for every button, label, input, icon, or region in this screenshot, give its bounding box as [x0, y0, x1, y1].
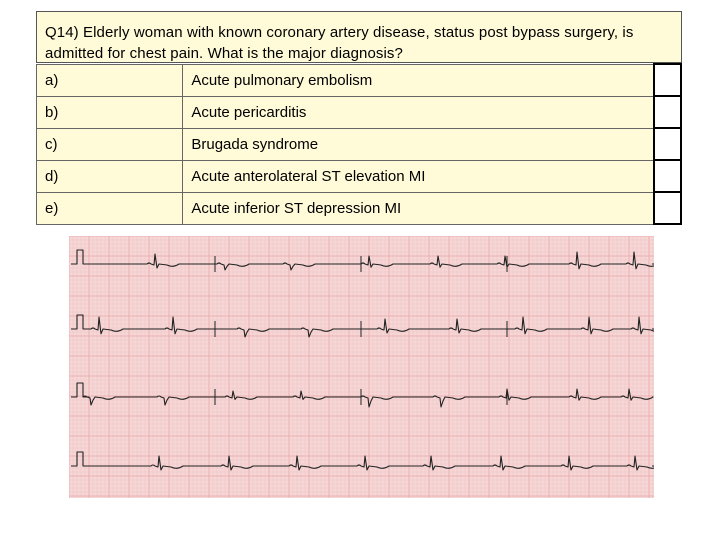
option-text: Acute anterolateral ST elevation MI [183, 160, 654, 192]
option-text: Brugada syndrome [183, 128, 654, 160]
option-letter: a) [37, 64, 183, 96]
question-box [36, 11, 682, 63]
option-text: Acute inferior ST depression MI [183, 192, 654, 224]
option-row-e[interactable] [37, 192, 682, 224]
option-row-d[interactable] [37, 160, 682, 192]
option-checkbox[interactable] [654, 192, 681, 224]
option-row-c[interactable] [37, 128, 682, 160]
option-text: Acute pericarditis [183, 96, 654, 128]
ecg-paper [69, 236, 654, 498]
option-text: Acute pulmonary embolism [183, 64, 654, 96]
option-checkbox[interactable] [654, 160, 681, 192]
option-letter: d) [37, 160, 183, 192]
option-row-b[interactable] [37, 96, 682, 128]
option-letter: e) [37, 192, 183, 224]
option-checkbox[interactable] [654, 64, 681, 96]
option-checkbox[interactable] [654, 128, 681, 160]
ecg-tracing-image [69, 236, 654, 498]
question-text: Q14) Elderly woman with known coronary artery disease, status post bypass surgery, is admitted for chest pain. What is the major diagnosis? [45, 24, 634, 62]
option-checkbox[interactable] [654, 96, 681, 128]
option-letter: b) [37, 96, 183, 128]
option-row-a[interactable] [37, 64, 682, 96]
option-letter: c) [37, 128, 183, 160]
answer-options-table [36, 63, 682, 225]
